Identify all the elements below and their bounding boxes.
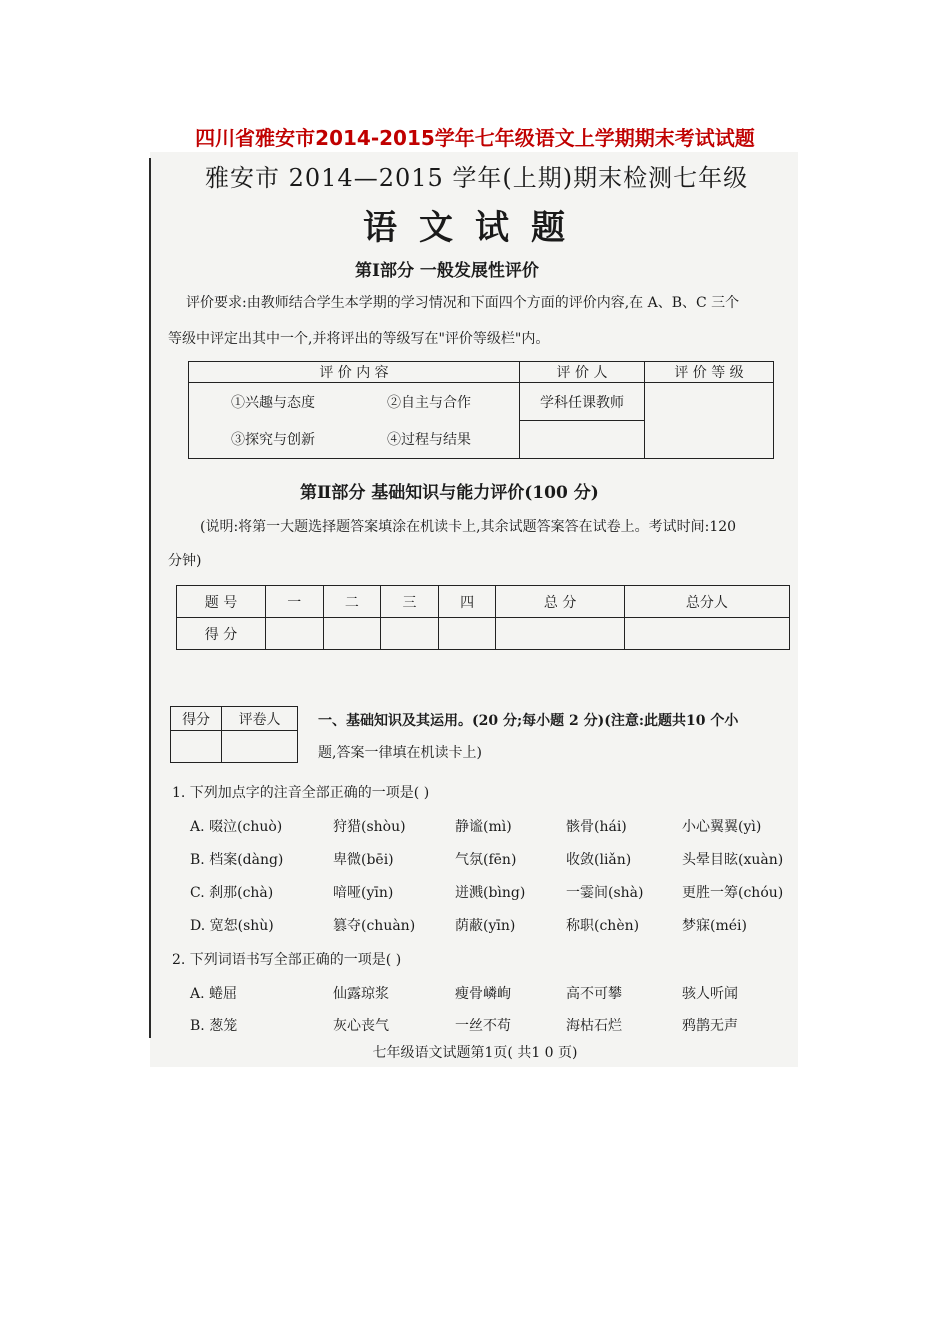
eval-level-cell[interactable]: [645, 383, 774, 459]
q1-option-c-word: 更胜一筹(chóu): [682, 885, 784, 901]
part1-requirement-line1: 评价要求:由教师结合学生本学期的学习情况和下面四个方面的评价内容,在 A、B、C 三个: [186, 295, 740, 311]
part2-note-line1: (说明:将第一大题选择题答案填涂在机读卡上,其余试题答案答在试卷上。考试时间:120: [200, 519, 737, 535]
q2-option-a-word: 高不可攀: [566, 986, 622, 1002]
score-col-2: 二: [323, 586, 381, 618]
q1-option-c: C. 刹那(chà): [190, 885, 274, 901]
q2-option-a-word: 骇人听闻: [682, 986, 738, 1002]
score-col-label: 题 号: [177, 586, 266, 618]
q2-option-b-word: 一丝不苟: [455, 1018, 511, 1034]
q1-option-b-word: 收敛(liǎn): [566, 852, 632, 868]
score-cell[interactable]: [266, 618, 324, 650]
section1-grader-header: 评卷人: [222, 707, 298, 731]
binding-line: [149, 158, 151, 1038]
part1-requirement-line2: 等级中评定出其中一个,并将评出的等级写在"评价等级栏"内。: [168, 331, 550, 347]
score-summary-table: [176, 585, 790, 650]
q1-option-d: D. 宽恕(shù): [190, 918, 274, 934]
q1-option-c-word: 一霎间(shà): [566, 885, 644, 901]
q1-option-b-word: 气氛(fēn): [455, 852, 517, 868]
question-1-stem: 1. 下列加点字的注音全部正确的一项是( ): [172, 785, 430, 801]
exam-school-line: 雅安市 2014—2015 学年(上期)期末检测七年级: [205, 164, 749, 192]
eval-item-3: ③探究与创新: [189, 421, 388, 459]
document-title: 四川省雅安市2014-2015学年七年级语文上学期期末考试试题: [195, 126, 755, 150]
score-col-4: 四: [438, 586, 496, 618]
score-col-scorer: 总分人: [624, 586, 789, 618]
q2-option-b: B. 葱笼: [190, 1018, 238, 1034]
score-cell[interactable]: [438, 618, 496, 650]
section1-grader-cell[interactable]: [222, 731, 298, 763]
page-footer: 七年级语文试题第1页( 共1 0 页): [372, 1045, 578, 1061]
eval-header-level: 评 价 等 级: [645, 362, 774, 383]
q1-option-b: B. 档案(dàng): [190, 852, 284, 868]
q1-option-a-word: 狩猎(shòu): [333, 819, 406, 835]
question-2-stem: 2. 下列词语书写全部正确的一项是( ): [172, 952, 402, 968]
score-col-total: 总 分: [496, 586, 624, 618]
part2-note-line2: 分钟): [168, 553, 202, 569]
q1-option-a-word: 小心翼翼(yì): [682, 819, 762, 835]
eval-person-blank[interactable]: [520, 421, 645, 459]
q1-option-d-word: 篡夺(chuàn): [333, 918, 416, 934]
q1-option-d-word: 荫蔽(yīn): [455, 918, 516, 934]
q1-option-c-word: 喑哑(yīn): [333, 885, 394, 901]
eval-header-content: 评 价 内 容: [189, 362, 520, 383]
q2-option-b-word: 鸦鹊无声: [682, 1018, 738, 1034]
q1-option-c-word: 迸溅(bìng): [455, 885, 526, 901]
section1-score-header: 得分: [171, 707, 222, 731]
q1-option-a-word: 静谧(mì): [455, 819, 512, 835]
score-cell[interactable]: [381, 618, 439, 650]
score-col-3: 三: [381, 586, 439, 618]
q1-option-d-word: 称职(chèn): [566, 918, 640, 934]
evaluation-table: [188, 361, 774, 459]
q2-option-b-word: 海枯石烂: [566, 1018, 622, 1034]
q1-option-a-word: 骸骨(hái): [566, 819, 627, 835]
part2-heading: 第Ⅱ部分 基础知识与能力评价(100 分): [300, 483, 599, 503]
q1-option-b-word: 卑微(bēi): [333, 852, 394, 868]
q1-option-a: A. 啜泣(chuò): [190, 819, 283, 835]
eval-item-2: ②自主与合作: [387, 383, 519, 421]
section1-score-cell[interactable]: [171, 731, 222, 763]
section1-title-line2: 题,答案一律填在机读卡上): [318, 745, 482, 761]
q2-option-a: A. 蜷屈: [190, 986, 238, 1002]
score-cell[interactable]: [323, 618, 381, 650]
q1-option-d-word: 梦寐(méi): [682, 918, 747, 934]
q1-option-b-word: 头晕目眩(xuàn): [682, 852, 784, 868]
q2-option-a-word: 瘦骨嶙峋: [455, 986, 511, 1002]
score-cell[interactable]: [624, 618, 789, 650]
eval-item-4: ④过程与结果: [387, 421, 519, 459]
score-cell[interactable]: [496, 618, 624, 650]
exam-subject-title: 语文试题: [363, 208, 587, 248]
eval-person-value: 学科任课教师: [520, 383, 645, 421]
section1-score-box: [170, 706, 298, 763]
part1-heading: 第Ⅰ部分 一般发展性评价: [355, 261, 539, 281]
q2-option-a-word: 仙露琼浆: [333, 986, 389, 1002]
eval-item-1: ①兴趣与态度: [189, 383, 388, 421]
score-row-label: 得 分: [177, 618, 266, 650]
section1-title-line1: 一、基础知识及其运用。(20 分;每小题 2 分)(注意:此题共10 个小: [318, 713, 739, 729]
score-col-1: 一: [266, 586, 324, 618]
q2-option-b-word: 灰心丧气: [333, 1018, 389, 1034]
eval-header-person: 评 价 人: [520, 362, 645, 383]
